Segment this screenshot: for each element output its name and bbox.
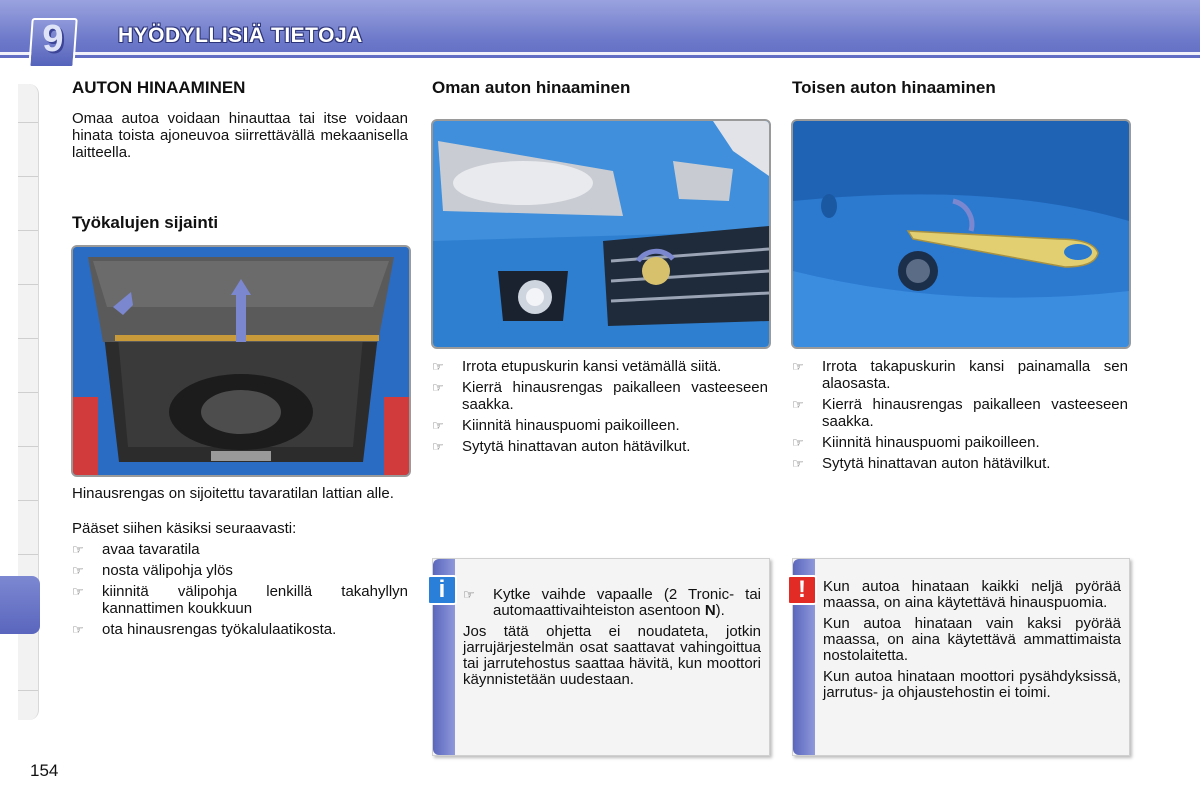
list-item: ☞ Kierrä hinausrengas paikalleen vasteeseen saakka.: [792, 396, 1128, 430]
info-note-bullet: ☞ Kytke vaihde vapaalle (2 Tronic- tai automaattivaihteiston asentoon N).: [463, 586, 761, 619]
section-heading: Toisen auton hinaaminen: [792, 78, 996, 97]
warning-note: [792, 558, 1130, 756]
list-item: ☞ Kierrä hinausrengas paikalleen vasteeseen saakka.: [432, 379, 768, 413]
section-heading: AUTON HINAAMINEN: [72, 78, 246, 97]
pointing-hand-icon: ☞: [72, 584, 84, 599]
trunk-image: [73, 247, 409, 475]
pointing-hand-icon: ☞: [72, 542, 84, 557]
pointing-hand-icon: ☞: [72, 563, 84, 578]
rear-bumper-illustration: [791, 119, 1131, 349]
list-item: ☞ avaa tavaratila: [72, 541, 200, 558]
chapter-number: 9: [42, 18, 64, 60]
chapter-title: HYÖDYLLISIÄ TIETOJA: [118, 24, 363, 47]
front-bumper-illustration: [431, 119, 771, 349]
warning-paragraph: Kun autoa hinataan vain kaksi pyörää maassa, on aina käytettävä ammattimaista nostolaitetta.: [823, 615, 1121, 664]
list-item: ☞ Sytytä hinattavan auton hätävilkut.: [792, 455, 1051, 472]
intro-paragraph: Omaa autoa voidaan hinauttaa tai itse voidaan hinata toista ajoneuvoa siirrettävällä mekaanisella laitteella.: [72, 110, 408, 161]
location-paragraph: Hinausrengas on sijoitettu tavaratilan lattian alle.: [72, 485, 394, 502]
pointing-hand-icon: ☞: [72, 622, 84, 637]
info-note-paragraph: Jos tätä ohjetta ei noudateta, jotkin jarrujärjestelmän osat saattavat vahingoittua tai jarrutehostus saattaa hävitä, kun moottori käynnistetään uudestaan.: [463, 623, 761, 688]
side-tab-divider: [18, 338, 38, 339]
list-item: ☞ Irrota takapuskurin kansi painamalla sen alaosasta.: [792, 358, 1128, 392]
warning-paragraph: Kun autoa hinataan moottori pysähdyksissä, jarrutus- ja ohjaustehostin ei toimi.: [823, 668, 1121, 701]
info-note-text: [463, 587, 761, 693]
warning-paragraph: Kun autoa hinataan kaikki neljä pyörää maassa, on aina käytettävä hinauspuomia.: [823, 578, 1121, 611]
exclamation-icon: !: [787, 575, 817, 605]
side-tab-divider: [18, 500, 38, 501]
active-chapter-tab[interactable]: [0, 576, 40, 634]
side-tab-divider: [18, 690, 38, 691]
front-bumper-image: [433, 121, 769, 347]
pointing-hand-icon: ☞: [792, 397, 804, 412]
list-item: ☞ ota hinausrengas työkalulaatikosta.: [72, 621, 337, 638]
list-item: ☞ kiinnitä välipohja lenkillä takahyllyn kannattimen koukkuun: [72, 583, 408, 617]
side-tab-divider: [18, 554, 38, 555]
info-note: [432, 558, 770, 756]
side-tab-divider: [18, 176, 38, 177]
warning-note-text: [823, 579, 1121, 706]
pointing-hand-icon: ☞: [432, 380, 444, 395]
side-tab-divider: [18, 284, 38, 285]
pointing-hand-icon: ☞: [792, 456, 804, 471]
access-paragraph: Pääset siihen käsiksi seuraavasti:: [72, 520, 297, 537]
list-item: ☞ Sytytä hinattavan auton hätävilkut.: [432, 438, 691, 455]
pointing-hand-icon: ☞: [432, 418, 444, 433]
list-item: ☞ Kiinnitä hinauspuomi paikoilleen.: [432, 417, 680, 434]
list-item: ☞ Kiinnitä hinauspuomi paikoilleen.: [792, 434, 1040, 451]
side-tab-divider: [18, 392, 38, 393]
pointing-hand-icon: ☞: [792, 359, 804, 374]
front-towing-steps: [432, 358, 768, 459]
list-item: ☞ Irrota etupuskurin kansi vetämällä siitä.: [432, 358, 722, 375]
page-number: 154: [30, 761, 59, 780]
rear-bumper-image: [793, 121, 1129, 347]
side-tab-divider: [18, 122, 38, 123]
pointing-hand-icon: ☞: [432, 439, 444, 454]
pointing-hand-icon: ☞: [432, 359, 444, 374]
trunk-illustration: [71, 245, 411, 477]
info-icon: i: [427, 575, 457, 605]
header-stripe: [0, 52, 1200, 55]
access-steps: [72, 541, 408, 642]
pointing-hand-icon: ☞: [792, 435, 804, 450]
side-tab-divider: [18, 446, 38, 447]
pointing-hand-icon: ☞: [463, 587, 475, 602]
rear-towing-steps: [792, 358, 1128, 476]
subsection-heading: Työkalujen sijainti: [72, 213, 219, 232]
header-stripe-white: [0, 58, 1200, 68]
list-item: ☞ nosta välipohja ylös: [72, 562, 233, 579]
side-tab-divider: [18, 230, 38, 231]
section-heading: Oman auton hinaaminen: [432, 78, 631, 97]
